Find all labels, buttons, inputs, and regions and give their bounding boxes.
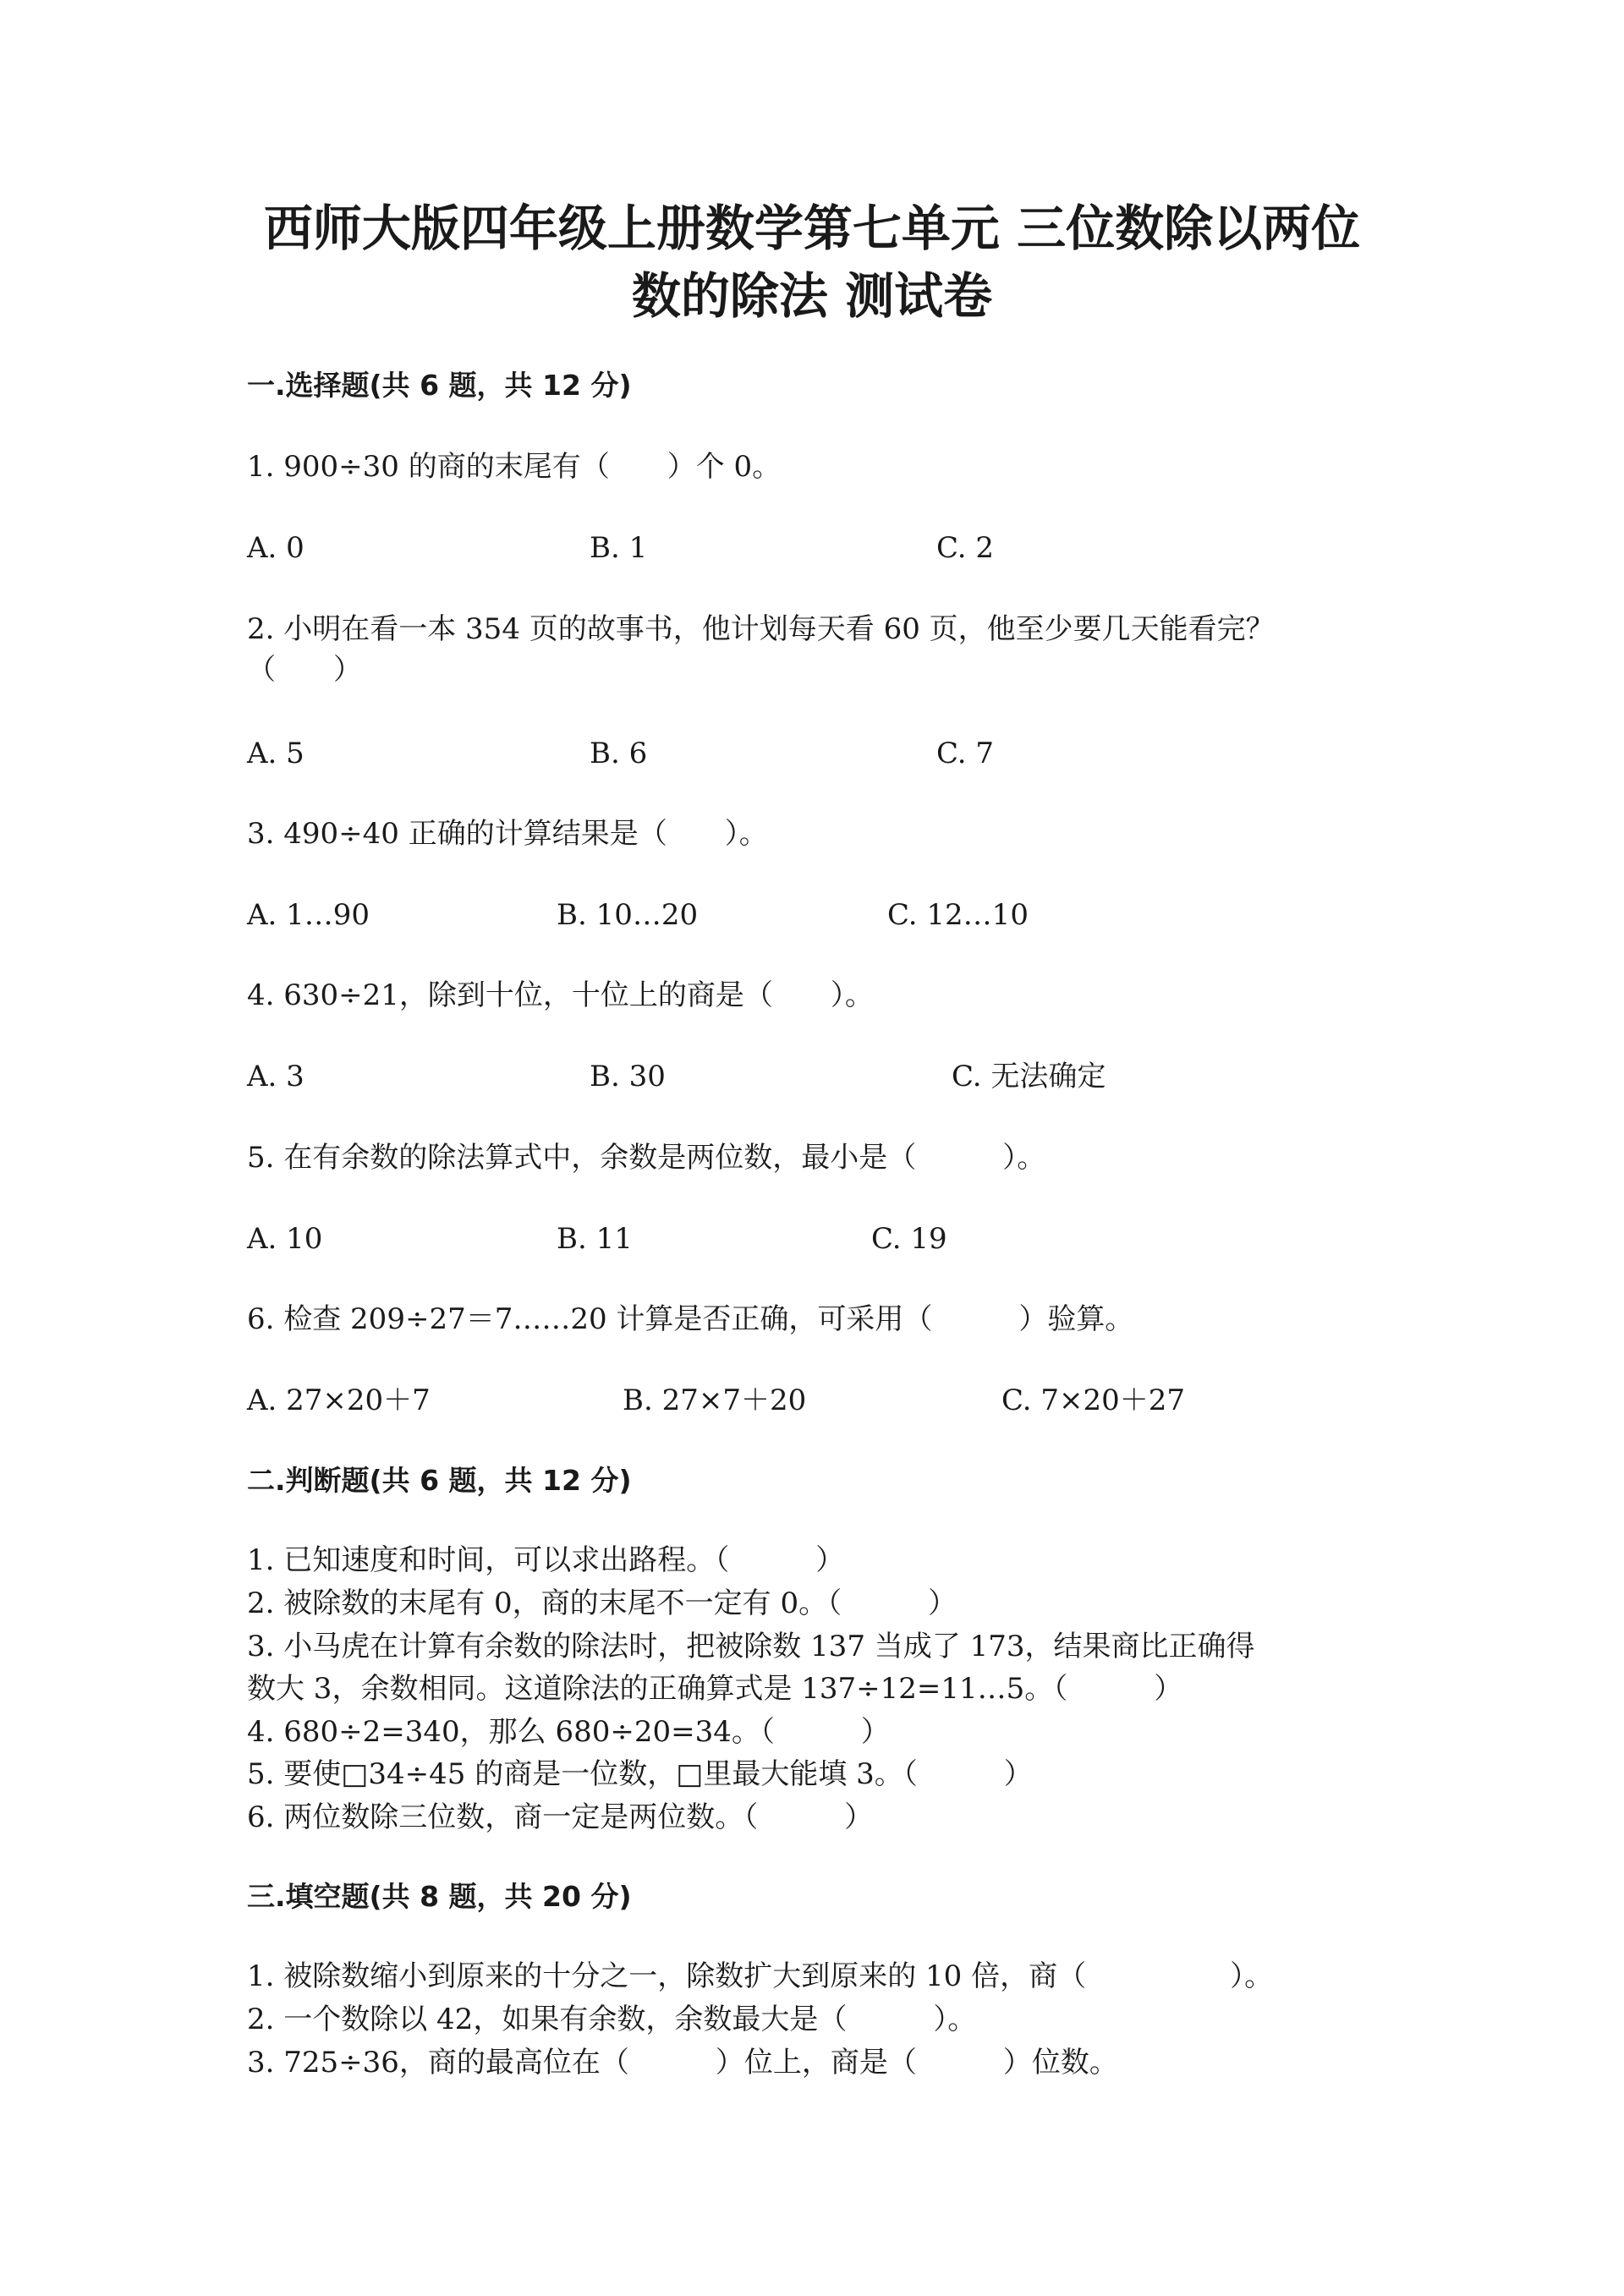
judgement-line: 6. 两位数除三位数，商一定是两位数。（ ）: [247, 1800, 874, 1834]
option-a: A. 5: [247, 737, 304, 770]
section-heading-judgement: 二.判断题(共 6 题，共 12 分): [247, 1464, 632, 1497]
option-a: A. 10: [247, 1222, 323, 1256]
option-c: C. 19: [871, 1222, 947, 1256]
question-stem: 2. 小明在看一本 354 页的故事书，他计划每天看 60 页，他至少要几天能看完？: [247, 612, 1275, 646]
option-b: B. 30: [590, 1060, 666, 1093]
question-stem: 4. 630÷21，除到十位，十位上的商是（ ）。: [247, 978, 874, 1012]
option-c: C. 7: [936, 737, 995, 770]
judgement-line: 5. 要使□34÷45 的商是一位数，□里最大能填 3。（ ）: [247, 1757, 1033, 1791]
option-c: C. 12…10: [887, 898, 1029, 932]
fill-blank-line: 3. 725÷36，商的最高位在（ ）位上，商是（ ）位数。: [247, 2046, 1118, 2080]
question-stem: 3. 490÷40 正确的计算结果是（ ）。: [247, 817, 768, 851]
page-title-line-2: 数的除法 测试卷: [631, 267, 993, 325]
option-b: B. 6: [590, 737, 648, 770]
option-c: C. 7×20＋27: [1001, 1384, 1186, 1417]
question-stem: 5. 在有余数的除法算式中，余数是两位数，最小是（ ）。: [247, 1141, 1046, 1175]
option-c: C. 2: [936, 531, 995, 565]
fill-blank-line: 1. 被除数缩小到原来的十分之一，除数扩大到原来的 10 倍，商（ ）。: [247, 1959, 1274, 1993]
question-stem: 1. 900÷30 的商的末尾有（ ）个 0。: [247, 450, 782, 484]
section-heading-choice: 一.选择题(共 6 题，共 12 分): [247, 369, 632, 402]
page-title-line-1: 西师大版四年级上册数学第七单元 三位数除以两位: [263, 200, 1361, 257]
question-stem: 6. 检查 209÷27＝7……20 计算是否正确，可采用（ ）验算。: [247, 1302, 1134, 1336]
option-b: B. 27×7＋20: [623, 1384, 807, 1417]
judgement-line: 1. 已知速度和时间，可以求出路程。（ ）: [247, 1543, 845, 1577]
option-b: B. 11: [557, 1222, 633, 1256]
option-a: A. 0: [247, 531, 304, 565]
question-stem-continued: （ ）: [247, 653, 362, 687]
judgement-line: 4. 680÷2=340，那么 680÷20=34。（ ）: [247, 1715, 890, 1749]
fill-blank-line: 2. 一个数除以 42，如果有余数，余数最大是（ ）。: [247, 2003, 977, 2036]
judgement-line: 数大 3，余数相同。这道除法的正确算式是 137÷12=11…5。（ ）: [247, 1672, 1183, 1706]
section-heading-fill-blank: 三.填空题(共 8 题，共 20 分): [247, 1880, 632, 1913]
option-b: B. 1: [590, 531, 648, 565]
judgement-line: 2. 被除数的末尾有 0，商的末尾不一定有 0。（ ）: [247, 1586, 957, 1620]
option-c: C. 无法确定: [952, 1060, 1106, 1093]
judgement-line: 3. 小马虎在计算有余数的除法时，把被除数 137 当成了 173，结果商比正确得: [247, 1630, 1255, 1663]
option-a: A. 3: [247, 1060, 304, 1093]
option-b: B. 10…20: [557, 898, 699, 932]
option-a: A. 27×20＋7: [247, 1384, 431, 1417]
option-a: A. 1…90: [247, 898, 370, 932]
